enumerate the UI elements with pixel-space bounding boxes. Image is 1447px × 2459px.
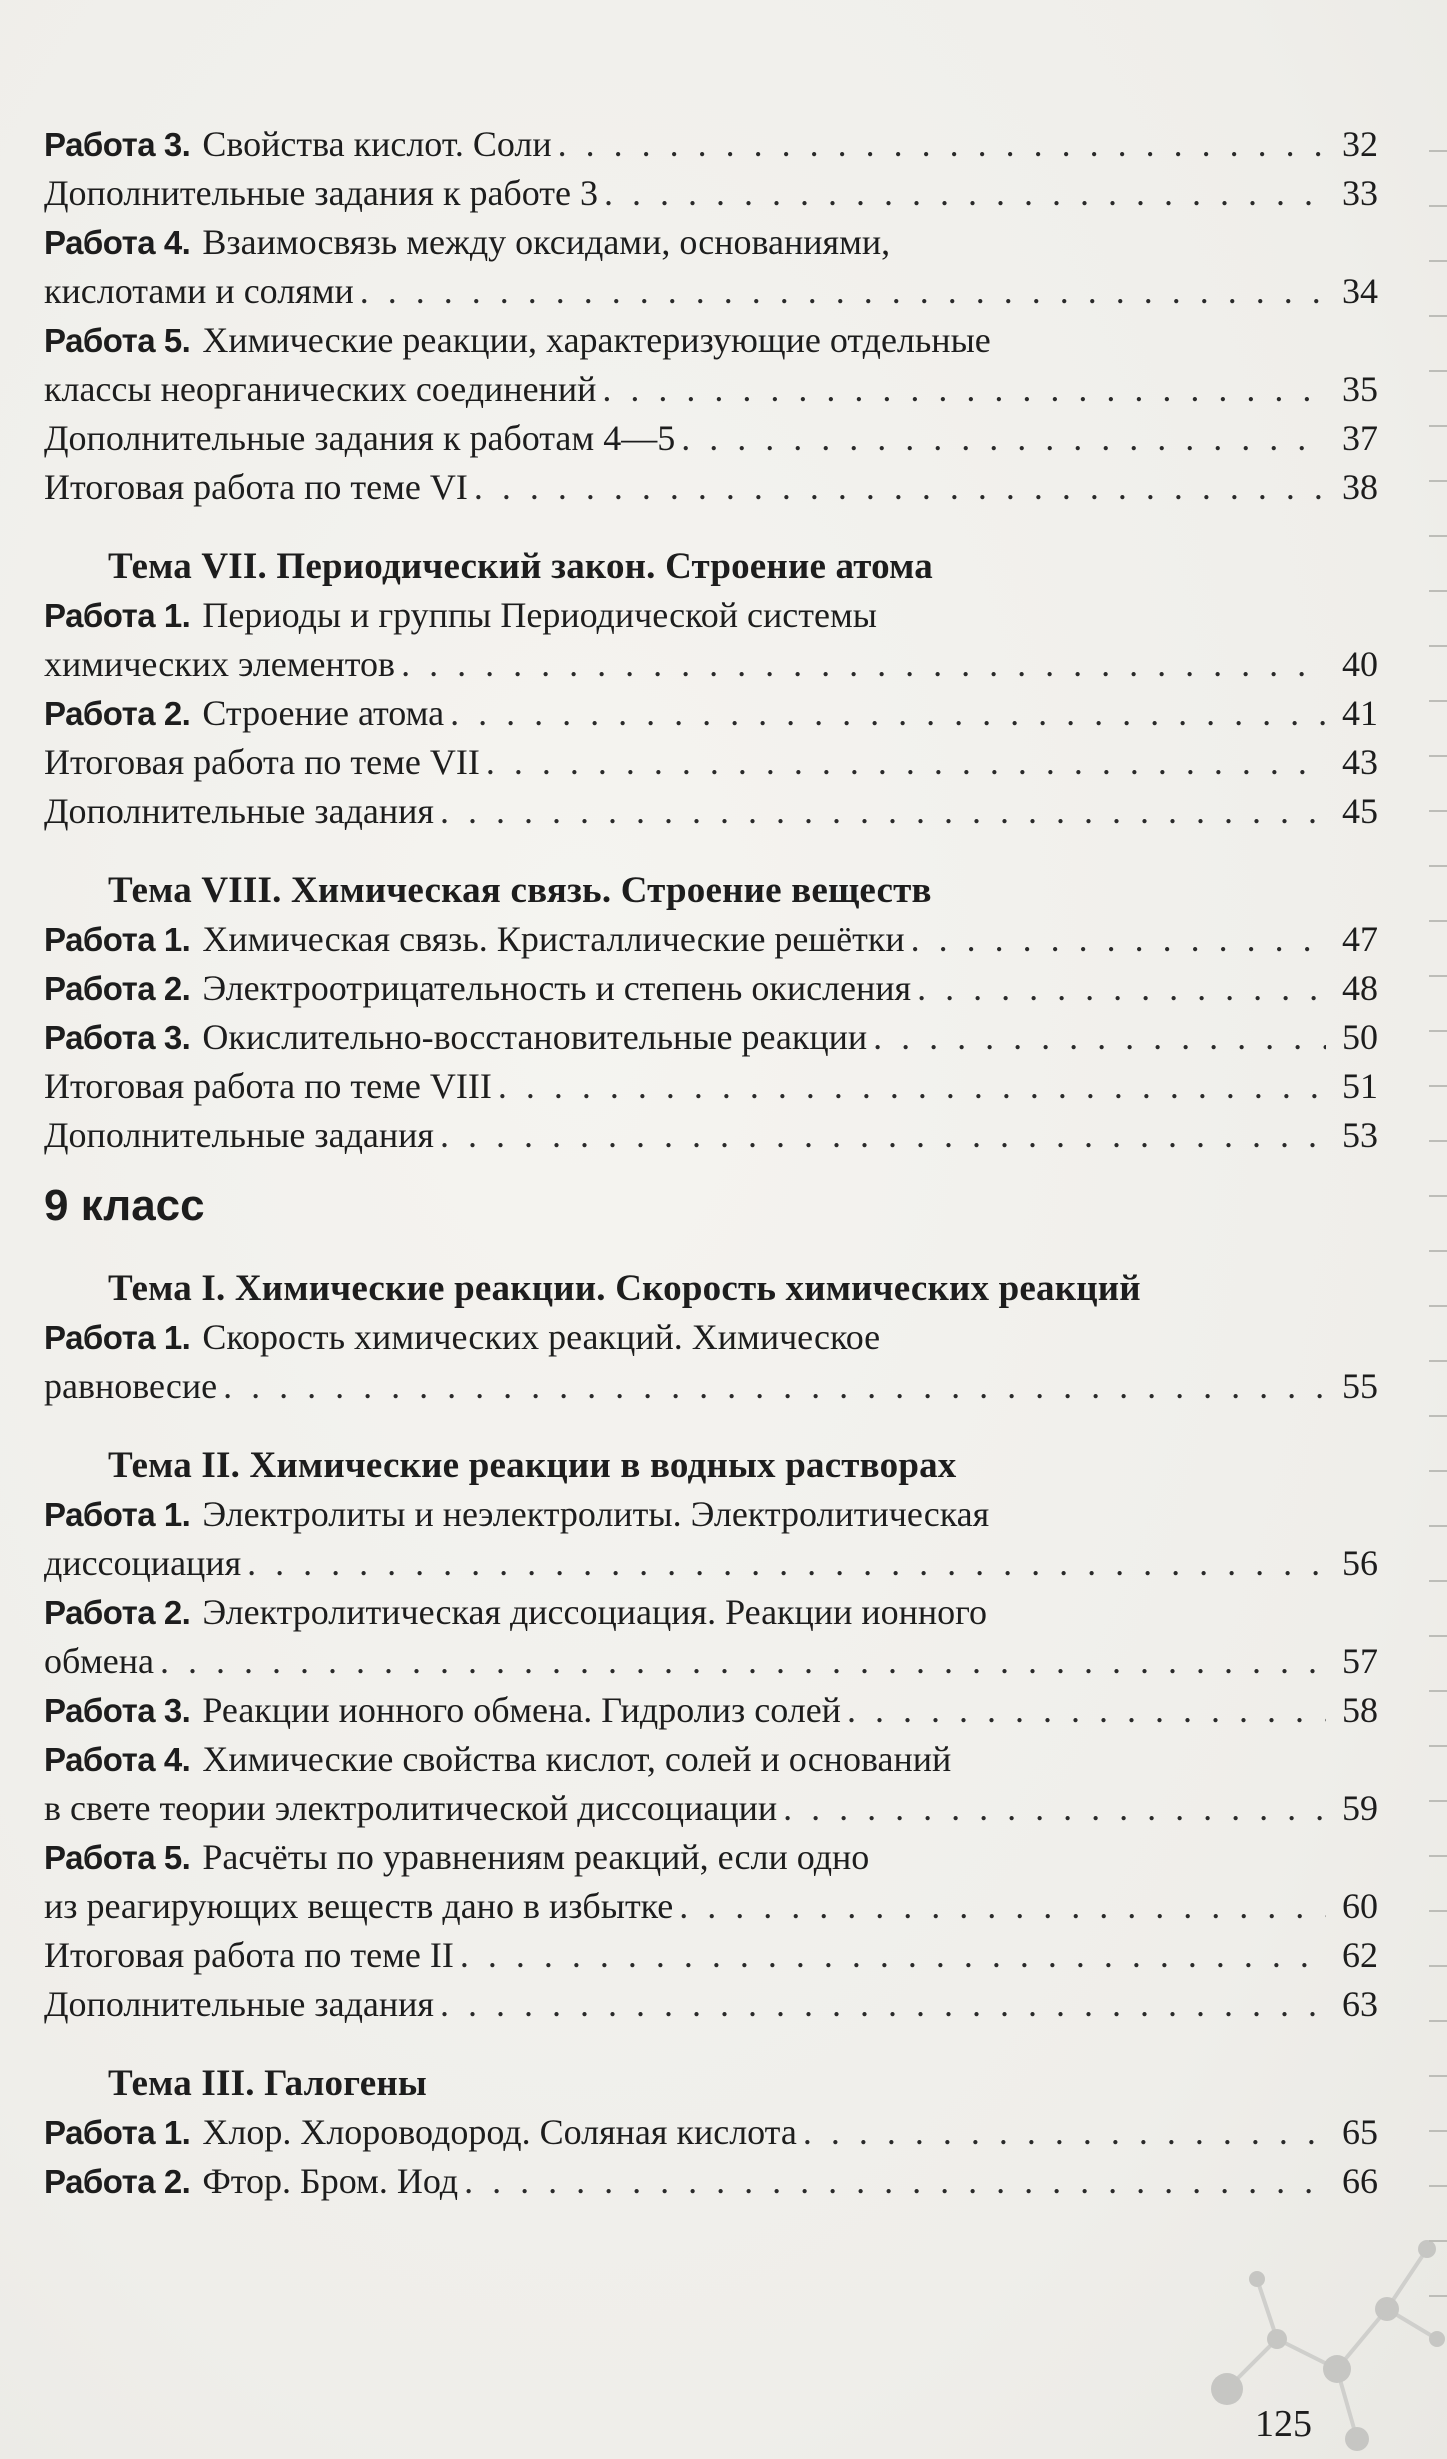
entry-page-number: 53 — [1342, 1115, 1378, 1155]
edge-mark — [1429, 1195, 1447, 1197]
toc-entry-line — [44, 1735, 1378, 1784]
entry-page-number: 33 — [1342, 173, 1378, 213]
edge-mark — [1429, 2185, 1447, 2187]
edge-mark — [1429, 1525, 1447, 1527]
edge-mark — [1429, 1635, 1447, 1637]
edge-mark — [1429, 150, 1447, 152]
dot-leader — [679, 1882, 1326, 1931]
toc-entry-line — [44, 2108, 1378, 2157]
topic-heading: Тема VII. Периодический закон. Строение атома — [108, 546, 934, 587]
dot-leader — [911, 915, 1326, 964]
entry-title: Дополнительные задания к работе 3 — [44, 173, 598, 213]
work-label: Работа 1. — [44, 921, 191, 958]
entry-title: Дополнительные задания — [44, 791, 434, 831]
toc-entry-line — [44, 1833, 1378, 1882]
toc-entry-line — [44, 1111, 1378, 1160]
dot-leader — [681, 414, 1326, 463]
dot-leader — [440, 787, 1326, 836]
edge-mark — [1429, 1305, 1447, 1307]
edge-mark — [1429, 315, 1447, 317]
edge-mark — [1429, 425, 1447, 427]
entry-title: Взаимосвязь между оксидами, основаниями, — [202, 222, 891, 262]
toc-entry[interactable] — [44, 120, 1378, 169]
work-label: Работа 4. — [44, 224, 191, 261]
edge-mark — [1429, 1415, 1447, 1417]
dot-leader — [486, 738, 1326, 787]
entry-title: Строение атома — [202, 693, 445, 733]
work-label: Работа 5. — [44, 1839, 191, 1876]
entry-title: классы неорганических соединений — [44, 369, 597, 409]
entry-title: Периоды и группы Периодической системы — [202, 595, 877, 635]
toc-entry-line — [44, 787, 1378, 836]
toc-entry[interactable] — [44, 1735, 1378, 1833]
entry-title: из реагирующих веществ дано в избытке — [44, 1886, 674, 1926]
table-of-contents — [44, 120, 1378, 2206]
dot-leader — [498, 1062, 1326, 1111]
page-number: 125 — [1255, 2403, 1312, 2445]
toc-entry-line — [44, 964, 1378, 1013]
work-label: Работа 4. — [44, 1741, 191, 1778]
toc-entry[interactable] — [44, 1490, 1378, 1588]
toc-entry[interactable] — [44, 1111, 1378, 1160]
toc-entry-line — [44, 1013, 1378, 1062]
toc-entry-line — [44, 1539, 1378, 1588]
work-label: Работа 3. — [44, 1692, 191, 1729]
entry-title: Реакции ионного обмена. Гидролиз солей — [202, 1690, 841, 1730]
dot-leader — [460, 1931, 1326, 1980]
dot-leader — [360, 267, 1326, 316]
entry-page-number: 37 — [1342, 418, 1378, 458]
dot-leader — [474, 463, 1326, 512]
entry-title: в свете теории электролитической диссоциации — [44, 1788, 778, 1828]
dot-leader — [247, 1539, 1326, 1588]
entry-page-number: 57 — [1342, 1641, 1378, 1681]
dot-leader — [602, 365, 1326, 414]
entry-title: кислотами и солями — [44, 271, 354, 311]
toc-entry-line — [44, 414, 1378, 463]
molecule-decoration-icon — [1187, 2139, 1447, 2459]
entry-page-number: 38 — [1342, 467, 1378, 507]
edge-mark — [1429, 700, 1447, 702]
work-label: Работа 2. — [44, 1594, 191, 1631]
entry-title: Дополнительные задания — [44, 1115, 434, 1155]
entry-title: Химические свойства кислот, солей и оснований — [202, 1739, 952, 1779]
edge-mark — [1429, 975, 1447, 977]
dot-leader — [223, 1362, 1326, 1411]
edge-mark — [1429, 865, 1447, 867]
grade-heading: 9 класс — [44, 1181, 205, 1230]
entry-title: Свойства кислот. Соли — [202, 124, 552, 164]
topic-heading: Тема III. Галогены — [108, 2063, 428, 2104]
entry-page-number: 35 — [1342, 369, 1378, 409]
toc-entry-line — [44, 1882, 1378, 1931]
entry-title: равновесие — [44, 1366, 218, 1406]
toc-entry-line — [44, 218, 1378, 267]
edge-mark — [1429, 590, 1447, 592]
toc-entry[interactable] — [44, 463, 1378, 512]
entry-title: Электроотрицательность и степень окисления — [202, 968, 912, 1008]
toc-entry[interactable] — [44, 1980, 1378, 2029]
toc-entry-line — [44, 1588, 1378, 1637]
edge-mark — [1429, 755, 1447, 757]
edge-mark — [1429, 1800, 1447, 1802]
entry-page-number: 55 — [1342, 1366, 1378, 1406]
entry-title: Химическая связь. Кристаллические решётки — [202, 919, 905, 959]
toc-entry-line — [44, 1490, 1378, 1539]
toc-entry-line — [44, 915, 1378, 964]
edge-mark — [1429, 205, 1447, 207]
toc-entry-line — [44, 1784, 1378, 1833]
toc-entry-line — [44, 120, 1378, 169]
work-label: Работа 2. — [44, 970, 191, 1007]
dot-leader — [450, 689, 1326, 738]
toc-entry[interactable] — [44, 414, 1378, 463]
entry-page-number: 63 — [1342, 1984, 1378, 2024]
entry-title: Расчёты по уравнениям реакций, если одно — [202, 1837, 870, 1877]
edge-mark — [1429, 2130, 1447, 2132]
edge-mark — [1429, 1470, 1447, 1472]
work-label: Работа 1. — [44, 1319, 191, 1356]
entry-page-number: 41 — [1342, 693, 1378, 733]
dot-leader — [917, 964, 1326, 1013]
edge-mark — [1429, 1030, 1447, 1032]
edge-mark — [1429, 480, 1447, 482]
toc-entry[interactable] — [44, 964, 1378, 1013]
entry-page-number: 59 — [1342, 1788, 1378, 1828]
edge-mark — [1429, 810, 1447, 812]
entry-page-number: 48 — [1342, 968, 1378, 1008]
dot-leader — [558, 120, 1326, 169]
edge-mark — [1429, 370, 1447, 372]
entry-page-number: 62 — [1342, 1935, 1378, 1975]
entry-title: Итоговая работа по теме VII — [44, 742, 480, 782]
edge-mark — [1429, 1690, 1447, 1692]
edge-mark — [1429, 920, 1447, 922]
toc-entry-line — [44, 640, 1378, 689]
toc-entry[interactable] — [44, 2157, 1378, 2206]
edge-mark — [1429, 1910, 1447, 1912]
toc-entry[interactable] — [44, 1931, 1378, 1980]
toc-entry-line — [44, 591, 1378, 640]
edge-mark — [1429, 535, 1447, 537]
toc-entry-line — [44, 1362, 1378, 1411]
toc-entry-line — [44, 1062, 1378, 1111]
edge-mark — [1429, 1250, 1447, 1252]
toc-entry[interactable] — [44, 316, 1378, 414]
edge-mark — [1429, 1580, 1447, 1582]
toc-entry[interactable] — [44, 787, 1378, 836]
toc-entry[interactable] — [44, 1062, 1378, 1111]
toc-entry-line — [44, 1686, 1378, 1735]
entry-title: химических элементов — [44, 644, 396, 684]
entry-title: Хлор. Хлороводород. Соляная кислота — [202, 2112, 797, 2152]
dot-leader — [783, 1784, 1326, 1833]
work-label: Работа 5. — [44, 322, 191, 359]
edge-mark — [1429, 2295, 1447, 2297]
dot-leader — [604, 169, 1326, 218]
entry-title: Дополнительные задания — [44, 1984, 434, 2024]
entry-page-number: 65 — [1342, 2112, 1378, 2152]
entry-page-number: 56 — [1342, 1543, 1378, 1583]
entry-page-number: 66 — [1342, 2161, 1378, 2201]
entry-title: Электролиты и неэлектролиты. Электролитическая — [202, 1494, 990, 1534]
work-label: Работа 3. — [44, 126, 191, 163]
toc-entry-line — [44, 738, 1378, 787]
entry-title: диссоциация — [44, 1543, 242, 1583]
toc-entry[interactable] — [44, 169, 1378, 218]
toc-entry[interactable] — [44, 738, 1378, 787]
toc-entry[interactable] — [44, 915, 1378, 964]
toc-entry-line — [44, 316, 1378, 365]
toc-entry[interactable] — [44, 1313, 1378, 1411]
edge-mark — [1429, 260, 1447, 262]
dot-leader — [160, 1637, 1326, 1686]
toc-entry-line — [44, 365, 1378, 414]
entry-page-number: 58 — [1342, 1690, 1378, 1730]
edge-mark — [1429, 2240, 1447, 2242]
toc-entry[interactable] — [44, 218, 1378, 316]
dot-leader — [873, 1013, 1326, 1062]
entry-page-number: 32 — [1342, 124, 1378, 164]
edge-mark — [1429, 1360, 1447, 1362]
entry-page-number: 45 — [1342, 791, 1378, 831]
toc-entry[interactable] — [44, 591, 1378, 689]
edge-mark — [1429, 1085, 1447, 1087]
work-label: Работа 3. — [44, 1019, 191, 1056]
edge-mark — [1429, 1745, 1447, 1747]
entry-title: Фтор. Бром. Иод — [202, 2161, 459, 2201]
dot-leader — [440, 1111, 1326, 1160]
edge-mark — [1429, 2075, 1447, 2077]
toc-entry-line — [44, 689, 1378, 738]
topic-heading: Тема II. Химические реакции в водных растворах — [108, 1445, 957, 1486]
entry-title: обмена — [44, 1641, 154, 1681]
toc-entry-line — [44, 267, 1378, 316]
edge-mark — [1429, 1855, 1447, 1857]
toc-entry-line — [44, 169, 1378, 218]
dot-leader — [401, 640, 1326, 689]
entry-page-number: 50 — [1342, 1017, 1378, 1057]
toc-entry[interactable] — [44, 2108, 1378, 2157]
entry-page-number: 40 — [1342, 644, 1378, 684]
entry-title: Итоговая работа по теме VIII — [44, 1066, 492, 1106]
entry-title: Скорость химических реакций. Химическое — [202, 1317, 881, 1357]
entry-title: Итоговая работа по теме VI — [44, 467, 468, 507]
topic-heading: Тема I. Химические реакции. Скорость химических реакций — [108, 1268, 1141, 1309]
toc-entry-line — [44, 2157, 1378, 2206]
work-label: Работа 2. — [44, 2163, 191, 2200]
work-label: Работа 1. — [44, 597, 191, 634]
entry-page-number: 60 — [1342, 1886, 1378, 1926]
topic-heading: Тема VIII. Химическая связь. Строение веществ — [108, 870, 932, 911]
toc-entry-line — [44, 1637, 1378, 1686]
dot-leader — [440, 1980, 1326, 2029]
work-label: Работа 2. — [44, 695, 191, 732]
entry-page-number: 47 — [1342, 919, 1378, 959]
entry-title: Итоговая работа по теме II — [44, 1935, 454, 1975]
toc-entry[interactable] — [44, 1588, 1378, 1686]
entry-title: Дополнительные задания к работам 4—5 — [44, 418, 676, 458]
toc-entry[interactable] — [44, 1013, 1378, 1062]
toc-entry-line — [44, 463, 1378, 512]
entry-title: Окислительно-восстановительные реакции — [202, 1017, 868, 1057]
work-label: Работа 1. — [44, 2114, 191, 2151]
work-label: Работа 1. — [44, 1496, 191, 1533]
toc-entry-line — [44, 1313, 1378, 1362]
entry-page-number: 43 — [1342, 742, 1378, 782]
dot-leader — [847, 1686, 1326, 1735]
toc-entry[interactable] — [44, 689, 1378, 738]
toc-entry-line — [44, 1980, 1378, 2029]
edge-mark — [1429, 2020, 1447, 2022]
entry-page-number: 51 — [1342, 1066, 1378, 1106]
entry-page-number: 34 — [1342, 271, 1378, 311]
edge-mark — [1429, 1140, 1447, 1142]
toc-entry-line — [44, 1931, 1378, 1980]
toc-entry[interactable] — [44, 1833, 1378, 1931]
toc-entry[interactable] — [44, 1686, 1378, 1735]
entry-title: Химические реакции, характеризующие отдельные — [202, 320, 991, 360]
edge-mark — [1429, 1965, 1447, 1967]
entry-title: Электролитическая диссоциация. Реакции ионного — [202, 1592, 988, 1632]
edge-mark — [1429, 645, 1447, 647]
